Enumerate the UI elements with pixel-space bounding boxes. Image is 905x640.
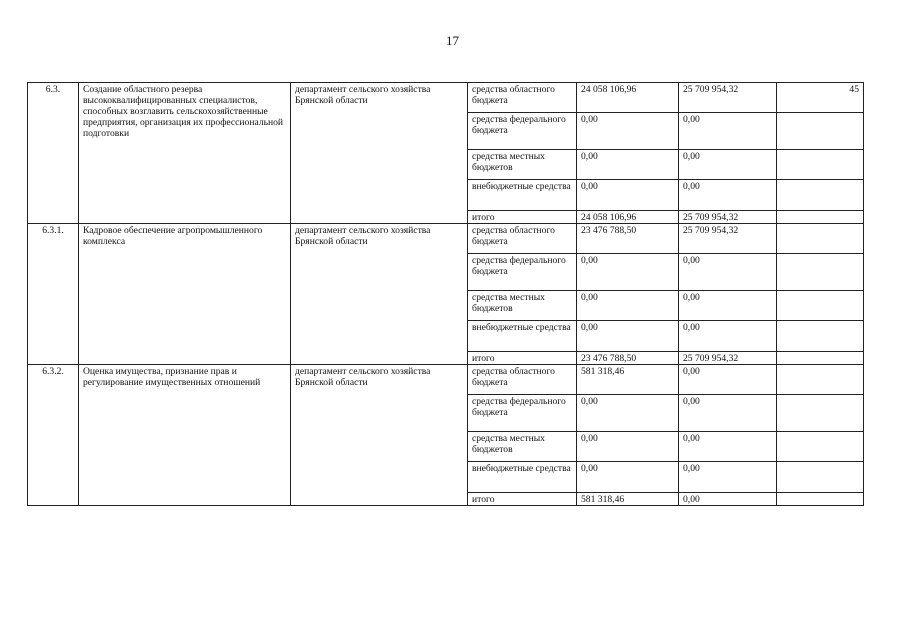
amount-2: 0,00 — [679, 432, 777, 462]
funding-source: средства федерального бюджета — [468, 254, 577, 291]
section-name: Кадровое обеспечение агропромышленного комплекса — [79, 224, 291, 365]
amount-1: 0,00 — [577, 180, 679, 211]
funding-source: средства федерального бюджета — [468, 113, 577, 150]
amount-1: 0,00 — [577, 462, 679, 493]
table-row — [28, 224, 864, 254]
funding-source: внебюджетные средства — [468, 180, 577, 211]
amount-1: 0,00 — [577, 432, 679, 462]
amount-2: 0,00 — [679, 113, 777, 150]
section-executor: департамент сельского хозяйства Брянской области — [291, 365, 468, 506]
extra-cell — [777, 493, 864, 506]
amount-1: 0,00 — [577, 113, 679, 150]
amount-1: 24 058 106,96 — [577, 83, 679, 113]
funding-source: внебюджетные средства — [468, 321, 577, 352]
amount-2-total: 0,00 — [679, 493, 777, 506]
amount-2-total: 25 709 954,32 — [679, 211, 777, 224]
section-code: 6.3.2. — [28, 365, 79, 506]
extra-cell — [777, 321, 864, 352]
section-name: Создание областного резерва высококвалифицированных специалистов, способных возглавить сельскохозяйственные предприятия, организация их профессиональной подготовки — [79, 83, 291, 224]
funding-source: средства местных бюджетов — [468, 291, 577, 321]
extra-value — [777, 224, 864, 254]
extra-cell — [777, 113, 864, 150]
amount-1-total: 581 318,46 — [577, 493, 679, 506]
extra-cell — [777, 211, 864, 224]
amount-1: 581 318,46 — [577, 365, 679, 395]
extra-value — [777, 365, 864, 395]
section-code: 6.3. — [28, 83, 79, 224]
amount-2: 0,00 — [679, 321, 777, 352]
amount-1: 0,00 — [577, 150, 679, 180]
amount-1-total: 23 476 788,50 — [577, 352, 679, 365]
amount-2: 25 709 954,32 — [679, 83, 777, 113]
extra-cell — [777, 432, 864, 462]
amount-2: 0,00 — [679, 395, 777, 432]
extra-cell — [777, 254, 864, 291]
section-executor: департамент сельского хозяйства Брянской области — [291, 83, 468, 224]
amount-2: 25 709 954,32 — [679, 224, 777, 254]
funding-source: средства местных бюджетов — [468, 432, 577, 462]
funding-table — [27, 82, 864, 506]
section-code: 6.3.1. — [28, 224, 79, 365]
table-row — [28, 83, 864, 113]
amount-2: 0,00 — [679, 150, 777, 180]
funding-source: внебюджетные средства — [468, 462, 577, 493]
amount-2: 0,00 — [679, 365, 777, 395]
extra-cell — [777, 462, 864, 493]
section-name: Оценка имущества, признание прав и регулирование имущественных отношений — [79, 365, 291, 506]
extra-cell — [777, 395, 864, 432]
extra-cell — [777, 291, 864, 321]
amount-2-total: 25 709 954,32 — [679, 352, 777, 365]
section-executor: департамент сельского хозяйства Брянской области — [291, 224, 468, 365]
extra-value: 45 — [777, 83, 864, 113]
extra-cell — [777, 180, 864, 211]
funding-source-total: итого — [468, 352, 577, 365]
funding-source: средства федерального бюджета — [468, 395, 577, 432]
page-number: 17 — [446, 33, 459, 48]
extra-cell — [777, 150, 864, 180]
funding-source: средства областного бюджета — [468, 224, 577, 254]
funding-source: средства местных бюджетов — [468, 150, 577, 180]
amount-1-total: 24 058 106,96 — [577, 211, 679, 224]
funding-source-total: итого — [468, 493, 577, 506]
amount-2: 0,00 — [679, 254, 777, 291]
amount-1: 0,00 — [577, 321, 679, 352]
amount-1: 23 476 788,50 — [577, 224, 679, 254]
funding-source: средства областного бюджета — [468, 83, 577, 113]
amount-2: 0,00 — [679, 462, 777, 493]
amount-1: 0,00 — [577, 291, 679, 321]
extra-cell — [777, 352, 864, 365]
table-row — [28, 365, 864, 395]
amount-2: 0,00 — [679, 291, 777, 321]
funding-source-total: итого — [468, 211, 577, 224]
amount-1: 0,00 — [577, 254, 679, 291]
amount-1: 0,00 — [577, 395, 679, 432]
funding-source: средства областного бюджета — [468, 365, 577, 395]
amount-2: 0,00 — [679, 180, 777, 211]
